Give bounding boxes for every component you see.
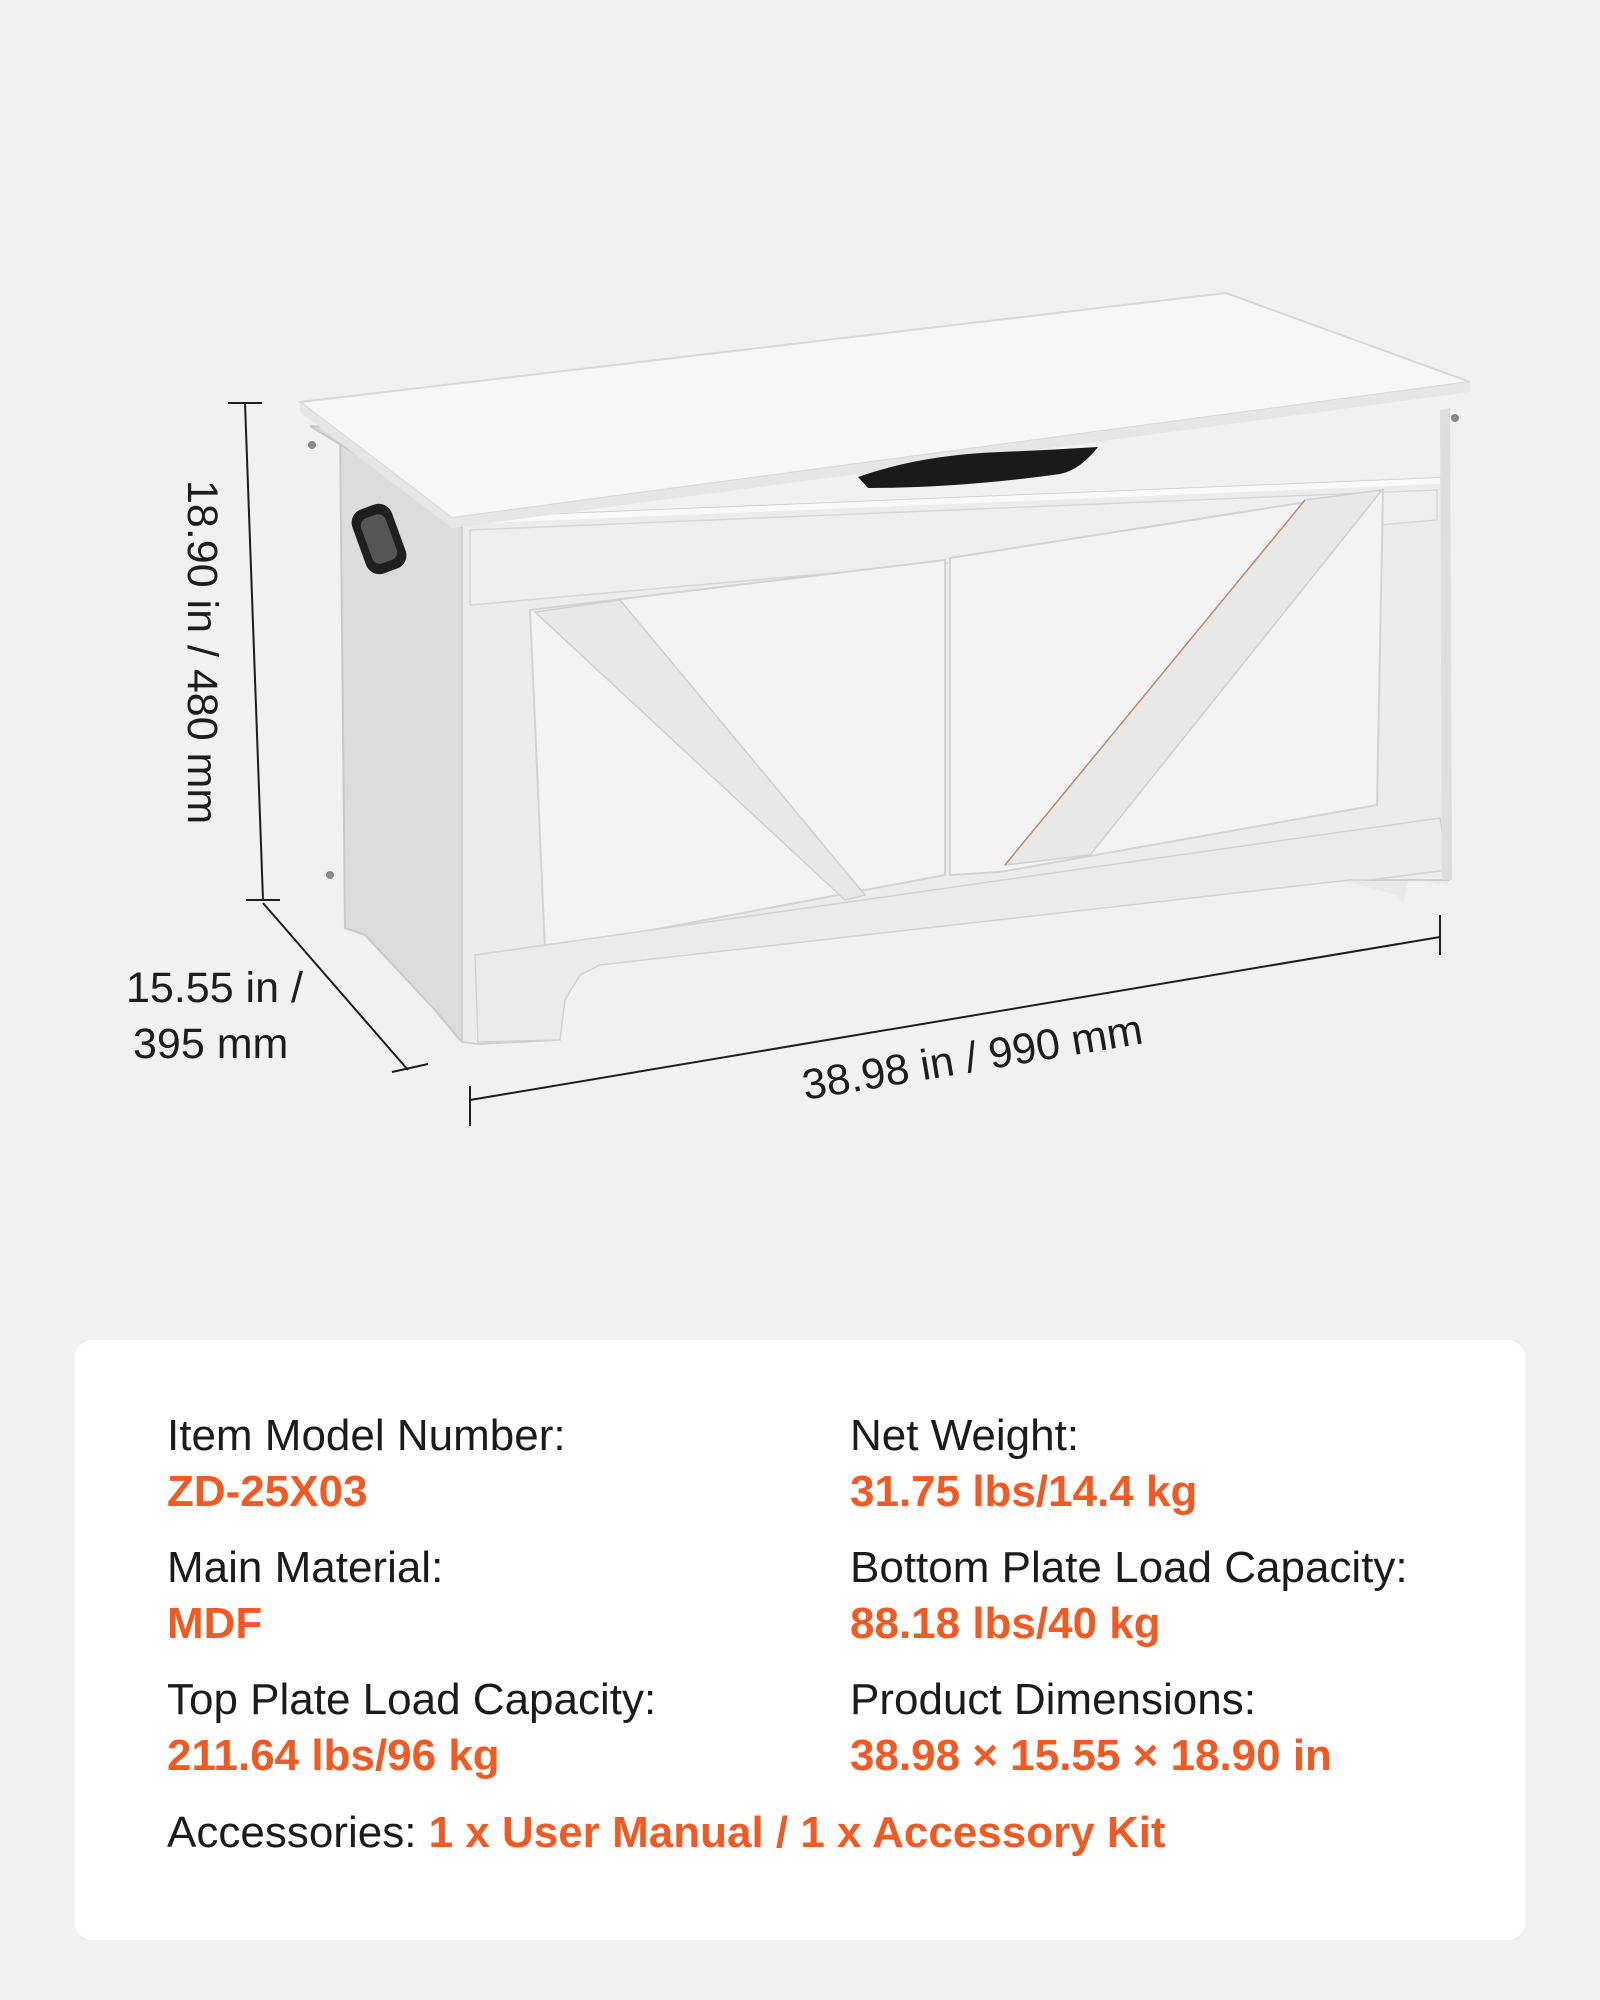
height-dimension-label: 18.90 in / 480 mm (178, 480, 226, 825)
spec-material-label: Main Material: (167, 1543, 444, 1592)
spec-model-value: ZD-25X03 (167, 1467, 368, 1516)
spec-top-load (167, 1672, 656, 1784)
spec-dimensions-value: 38.98 × 15.55 × 18.90 in (850, 1731, 1332, 1780)
spec-material (167, 1540, 443, 1652)
spec-top-load-label: Top Plate Load Capacity: (167, 1675, 657, 1724)
storage-bench (300, 293, 1470, 1044)
spec-model-label: Item Model Number: (167, 1411, 566, 1460)
spec-bottom-load-label: Bottom Plate Load Capacity: (850, 1543, 1408, 1592)
spec-accessories-label: Accessories: (167, 1808, 429, 1857)
spec-weight-value: 31.75 lbs/14.4 kg (850, 1467, 1198, 1516)
depth-dimension-label-line2: 395 mm (133, 1020, 289, 1068)
spec-model (167, 1408, 566, 1520)
depth-dimension-label-line1: 15.55 in / (126, 964, 303, 1012)
spec-top-load-value: 211.64 lbs/96 kg (167, 1731, 500, 1780)
spec-bottom-load-value: 88.18 lbs/40 kg (850, 1599, 1161, 1648)
spec-accessories (167, 1805, 1166, 1861)
height-dimension-line (228, 403, 280, 900)
spec-material-value: MDF (167, 1599, 263, 1648)
spec-dimensions-label: Product Dimensions: (850, 1675, 1256, 1724)
spec-bottom-load (850, 1540, 1408, 1652)
spec-weight-label: Net Weight: (850, 1411, 1080, 1460)
spec-weight (850, 1408, 1197, 1520)
spec-dimensions (850, 1672, 1332, 1784)
spec-accessories-value: 1 x User Manual / 1 x Accessory Kit (428, 1808, 1166, 1857)
specifications-card (75, 1340, 1525, 1940)
width-dimension-label: 38.98 in / 990 mm (798, 1005, 1147, 1110)
